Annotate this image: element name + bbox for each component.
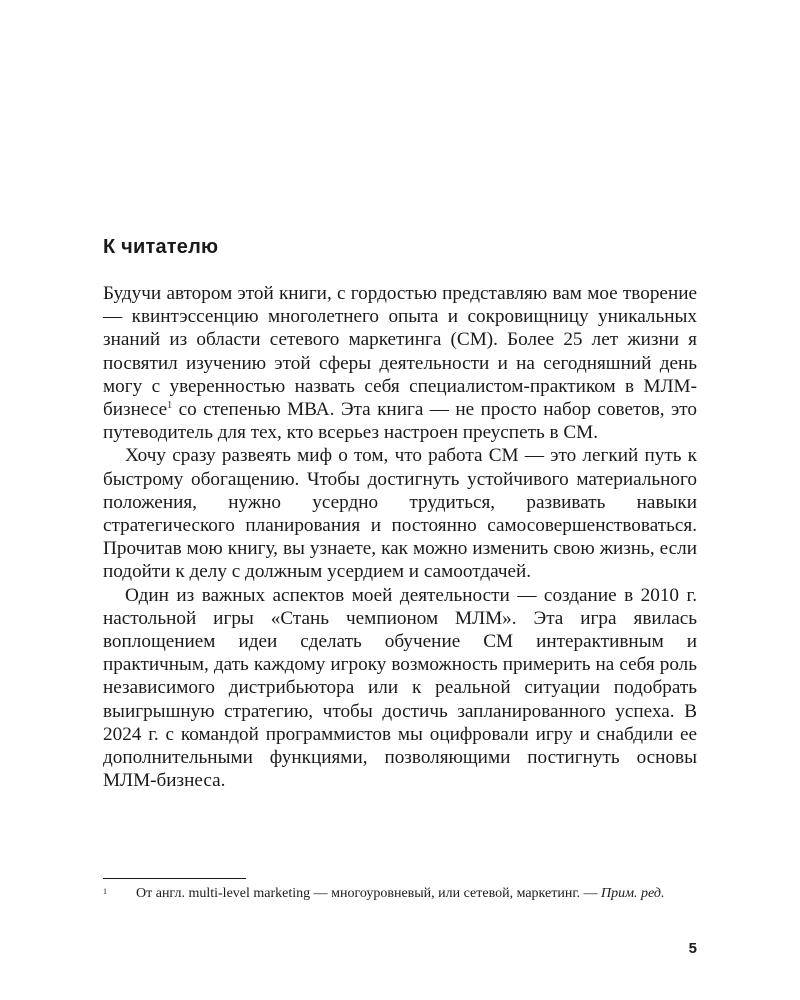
page-title: К читателю [103, 236, 219, 258]
paragraph-2: Хочу сразу развеять миф о том, что работа СМ — это легкий путь к быстрому обогащению. Чтобы достигнуть устойчивого материального положения, нужно усердно трудиться, развивать навыки стратегического планирования и постоянно самосовершенствоваться. Прочитав мою книгу, вы узнаете, как можно изменить свою жизнь, если подойти к делу с должным усердием и самоотдачей. [103, 445, 697, 583]
footnote-reference: 1 [167, 400, 173, 412]
paragraph-1-text-end: со степенью МВА. Эта книга — не просто набор советов, это путеводитель для тех, кто всерьез настроен преуспеть в СМ. [103, 399, 697, 444]
body-text [103, 282, 697, 792]
footnote-editor-note: Прим. ред. [601, 886, 665, 901]
paragraph-3: Один из важных аспектов моей деятельности — создание в 2010 г. настольной игры «Стань чемпионом МЛМ». Эта игра явилась воплощением идеи сделать обучение СМ интерактивным и практичным, дать каждому игроку возможность примерить на себя роль независимого дистрибьютора или к реальной ситуации подобрать выигрышную стратегию, чтобы достичь запланированного успеха. В 2024 г. с командой программистов мы оцифровали игру и снабдили ее дополнительными функциями, позволяющими постигнуть основы МЛМ-бизнеса. [103, 584, 697, 792]
paragraph-1-text-start: Будучи автором этой книги, с гордостью представляю вам мое творение — квинтэссенцию многолетнего опыта и сокровищницу уникальных знаний из области сетевого маркетинга (СМ). Более 25 лет жизни я посвятил изучению этой сферы деятельности и на сегодняшний день могу с уверенностью назвать себя специалистом-практиком в МЛМ-бизнесе [103, 283, 697, 421]
paragraph-1 [103, 282, 697, 444]
footnote [103, 884, 697, 903]
page-number: 5 [688, 940, 697, 957]
footnote-marker: 1 [103, 887, 107, 896]
footnote-text: От англ. multi-level marketing — многоуровневый, или сетевой, маркетинг. — [136, 886, 601, 901]
footnote-divider [103, 878, 246, 879]
footnote-text-block [136, 884, 697, 903]
